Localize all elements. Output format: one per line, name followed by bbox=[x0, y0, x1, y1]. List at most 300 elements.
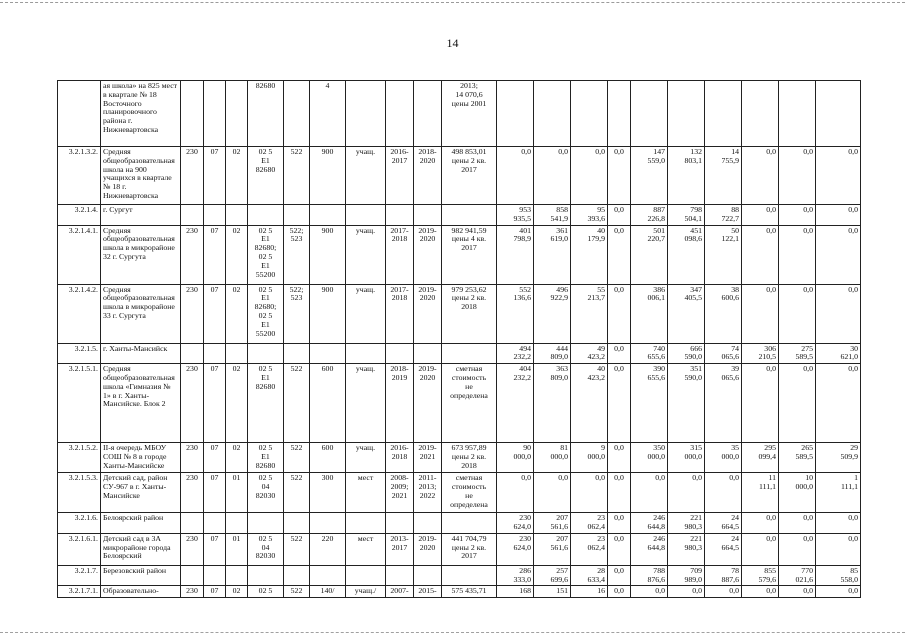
cell-amount-4: 0,0 bbox=[608, 586, 631, 598]
cell-construction-years bbox=[414, 513, 442, 534]
cell-amount-8: 855 579,6 bbox=[742, 565, 779, 586]
cell-amount-2: 151 bbox=[534, 586, 571, 598]
cell-amount-2: 257 699,6 bbox=[534, 565, 571, 586]
cell-code-target-article bbox=[248, 343, 284, 364]
cell-amount-2: 363 809,0 bbox=[534, 364, 571, 443]
cell-code-expense-type: 522 bbox=[284, 533, 310, 565]
cell-code-subsection bbox=[226, 343, 248, 364]
cell-amount-8: 0,0 bbox=[742, 533, 779, 565]
cell-object-name: г. Сургут bbox=[101, 205, 181, 226]
cell-capacity-unit bbox=[346, 343, 386, 364]
cell-estimated-cost bbox=[442, 565, 497, 586]
cell-amount-4: 0,0 bbox=[608, 284, 631, 343]
cell-code-subsection bbox=[226, 513, 248, 534]
cell-code-subsection bbox=[226, 565, 248, 586]
cell-construction-years: 2019- 2020 bbox=[414, 533, 442, 565]
cell-amount-10: 0,0 bbox=[816, 205, 861, 226]
cell-row-number: 3.2.1.4.2. bbox=[58, 284, 101, 343]
cell-code-expense-type: 522 bbox=[284, 586, 310, 598]
cell-code-target-article: 02 5 04 82030 bbox=[248, 473, 284, 513]
cell-code-subsection: 02 bbox=[226, 443, 248, 473]
cell-amount-9: 0,0 bbox=[779, 533, 816, 565]
table-row bbox=[58, 81, 861, 147]
cell-amount-8: 0,0 bbox=[742, 225, 779, 284]
cell-amount-6: 798 504,1 bbox=[668, 205, 705, 226]
cell-code-target-article: 02 5 E1 82680; 02 5 E1 55200 bbox=[248, 225, 284, 284]
cell-estimated-cost bbox=[442, 205, 497, 226]
cell-capacity-unit: учащ./ bbox=[346, 586, 386, 598]
cell-code-subsection: 01 bbox=[226, 473, 248, 513]
cell-amount-9: 275 589,5 bbox=[779, 343, 816, 364]
cell-code-section: 07 bbox=[204, 147, 226, 205]
cell-amount-1: 230 624,0 bbox=[497, 513, 534, 534]
cell-amount-7: 35 000,0 bbox=[705, 443, 742, 473]
cell-code-section: 07 bbox=[204, 473, 226, 513]
cell-code-expense-type: 522 bbox=[284, 443, 310, 473]
cell-amount-8: 0,0 bbox=[742, 147, 779, 205]
cell-code-expense-type: 522 bbox=[284, 473, 310, 513]
cell-amount-9: 265 589,5 bbox=[779, 443, 816, 473]
cell-design-years bbox=[386, 343, 414, 364]
cell-row-number: 3.2.1.6. bbox=[58, 513, 101, 534]
cell-code-target-article bbox=[248, 205, 284, 226]
cell-construction-years: 2019- 2020 bbox=[414, 284, 442, 343]
cell-design-years bbox=[386, 513, 414, 534]
cell-amount-6: 221 980,3 bbox=[668, 533, 705, 565]
cell-amount-2: 361 619,0 bbox=[534, 225, 571, 284]
cell-amount-1: 230 624,0 bbox=[497, 533, 534, 565]
cell-capacity-value: 600 bbox=[310, 443, 346, 473]
cell-object-name: Средняя общеобразовательная школа «Гимназия № 1» в г. Ханты-Мансийске. Блок 2 bbox=[101, 364, 181, 443]
cell-code-expense-type: 522 bbox=[284, 147, 310, 205]
cell-amount-4: 0,0 bbox=[608, 473, 631, 513]
cell-code-target-article bbox=[248, 565, 284, 586]
cell-amount-6: 666 590,0 bbox=[668, 343, 705, 364]
cell-capacity-unit: мест bbox=[346, 473, 386, 513]
cell-amount-6: 351 590,0 bbox=[668, 364, 705, 443]
cell-amount-8: 0,0 bbox=[742, 364, 779, 443]
cell-amount-7: 50 122,1 bbox=[705, 225, 742, 284]
cell-capacity-value bbox=[310, 205, 346, 226]
cell-amount-1: 494 232,2 bbox=[497, 343, 534, 364]
cell-estimated-cost: 498 853,01 цены 2 кв. 2017 bbox=[442, 147, 497, 205]
cell-amount-6: 709 989,0 bbox=[668, 565, 705, 586]
cell-amount-8: 306 210,5 bbox=[742, 343, 779, 364]
cell-capacity-unit: учащ. bbox=[346, 225, 386, 284]
cell-amount-1: 953 935,5 bbox=[497, 205, 534, 226]
cell-amount-8 bbox=[742, 81, 779, 147]
table-row bbox=[58, 473, 861, 513]
cell-amount-2: 444 809,0 bbox=[534, 343, 571, 364]
page-bottom-edge bbox=[0, 632, 905, 633]
cell-design-years bbox=[386, 565, 414, 586]
cell-amount-6: 315 000,0 bbox=[668, 443, 705, 473]
cell-code-ministry bbox=[181, 205, 204, 226]
cell-amount-9: 0,0 bbox=[779, 364, 816, 443]
cell-construction-years bbox=[414, 205, 442, 226]
cell-amount-3: 55 213,7 bbox=[571, 284, 608, 343]
cell-capacity-unit: учащ. bbox=[346, 364, 386, 443]
cell-row-number: 3.2.1.7. bbox=[58, 565, 101, 586]
cell-construction-years: 2018- 2020 bbox=[414, 147, 442, 205]
cell-code-subsection bbox=[226, 81, 248, 147]
cell-amount-7: 38 600,6 bbox=[705, 284, 742, 343]
cell-code-subsection: 02 bbox=[226, 225, 248, 284]
cell-amount-6: 0,0 bbox=[668, 586, 705, 598]
cell-amount-1 bbox=[497, 81, 534, 147]
cell-object-name: Средняя общеобразовательная школа в микрорайоне 33 г. Сургута bbox=[101, 284, 181, 343]
cell-amount-2: 81 000,0 bbox=[534, 443, 571, 473]
cell-amount-2: 496 922,9 bbox=[534, 284, 571, 343]
cell-amount-7: 88 722,7 bbox=[705, 205, 742, 226]
cell-object-name: Детский сад, район СУ-967 в г. Ханты-Мансийске bbox=[101, 473, 181, 513]
cell-estimated-cost bbox=[442, 513, 497, 534]
investment-table bbox=[57, 80, 861, 598]
cell-object-name: Детский сад в 3А микрорайоне города Белоярский bbox=[101, 533, 181, 565]
cell-amount-2: 207 561,6 bbox=[534, 533, 571, 565]
cell-code-target-article bbox=[248, 513, 284, 534]
cell-capacity-value: 600 bbox=[310, 364, 346, 443]
cell-construction-years: 2019- 2021 bbox=[414, 443, 442, 473]
cell-amount-7: 24 664,5 bbox=[705, 513, 742, 534]
cell-amount-3: 28 633,4 bbox=[571, 565, 608, 586]
cell-amount-4: 0,0 bbox=[608, 565, 631, 586]
cell-object-name: Средняя общеобразовательная школа в микрорайоне 32 г. Сургута bbox=[101, 225, 181, 284]
cell-capacity-unit: учащ. bbox=[346, 443, 386, 473]
cell-amount-6 bbox=[668, 81, 705, 147]
cell-object-name: II-я очередь МБОУ СОШ № 8 в городе Ханты-Мансийске bbox=[101, 443, 181, 473]
cell-amount-9: 0,0 bbox=[779, 225, 816, 284]
cell-code-target-article: 02 5 E1 82680; 02 5 E1 55200 bbox=[248, 284, 284, 343]
cell-code-section bbox=[204, 565, 226, 586]
cell-code-subsection: 02 bbox=[226, 586, 248, 598]
cell-amount-10: 0,0 bbox=[816, 284, 861, 343]
cell-amount-10: 29 509,9 bbox=[816, 443, 861, 473]
cell-amount-7: 24 664,5 bbox=[705, 533, 742, 565]
cell-code-ministry bbox=[181, 81, 204, 147]
cell-design-years: 2017- 2018 bbox=[386, 225, 414, 284]
cell-amount-5: 887 226,8 bbox=[631, 205, 668, 226]
cell-construction-years bbox=[414, 81, 442, 147]
cell-amount-10: 0,0 bbox=[816, 225, 861, 284]
table-row bbox=[58, 565, 861, 586]
cell-amount-8: 0,0 bbox=[742, 586, 779, 598]
cell-code-ministry bbox=[181, 343, 204, 364]
cell-code-section: 07 bbox=[204, 284, 226, 343]
cell-amount-3: 23 062,4 bbox=[571, 533, 608, 565]
table-row bbox=[58, 533, 861, 565]
cell-amount-1: 0,0 bbox=[497, 147, 534, 205]
cell-construction-years: 2019- 2020 bbox=[414, 364, 442, 443]
cell-amount-3: 23 062,4 bbox=[571, 513, 608, 534]
cell-amount-3: 0,0 bbox=[571, 473, 608, 513]
cell-design-years: 2013- 2017 bbox=[386, 533, 414, 565]
cell-amount-9: 0,0 bbox=[779, 147, 816, 205]
table-row bbox=[58, 586, 861, 598]
cell-code-expense-type bbox=[284, 513, 310, 534]
cell-code-ministry: 230 bbox=[181, 225, 204, 284]
table-row bbox=[58, 205, 861, 226]
cell-amount-9: 770 021,6 bbox=[779, 565, 816, 586]
table-row bbox=[58, 513, 861, 534]
cell-code-section: 07 bbox=[204, 225, 226, 284]
cell-code-section bbox=[204, 513, 226, 534]
cell-code-expense-type bbox=[284, 343, 310, 364]
cell-code-target-article: 02 5 04 82030 bbox=[248, 533, 284, 565]
cell-amount-1: 404 232,2 bbox=[497, 364, 534, 443]
cell-capacity-unit bbox=[346, 513, 386, 534]
cell-code-subsection: 02 bbox=[226, 364, 248, 443]
cell-amount-10: 0,0 bbox=[816, 586, 861, 598]
cell-capacity-value: 140/ bbox=[310, 586, 346, 598]
cell-amount-6: 221 980,3 bbox=[668, 513, 705, 534]
cell-code-section: 07 bbox=[204, 586, 226, 598]
cell-row-number: 3.2.1.7.1. bbox=[58, 586, 101, 598]
cell-object-name: Белоярский район bbox=[101, 513, 181, 534]
cell-estimated-cost: 673 957,89 цены 2 кв. 2018 bbox=[442, 443, 497, 473]
cell-amount-10: 0,0 bbox=[816, 533, 861, 565]
cell-code-target-article: 02 5 E1 82680 bbox=[248, 364, 284, 443]
cell-code-target-article: 02 5 E1 82680 bbox=[248, 147, 284, 205]
cell-code-subsection bbox=[226, 205, 248, 226]
cell-amount-5: 386 006,1 bbox=[631, 284, 668, 343]
cell-row-number: 3.2.1.6.1. bbox=[58, 533, 101, 565]
cell-amount-3: 40 423,2 bbox=[571, 364, 608, 443]
cell-design-years: 2007- bbox=[386, 586, 414, 598]
cell-amount-6: 0,0 bbox=[668, 473, 705, 513]
cell-estimated-cost: 575 435,71 bbox=[442, 586, 497, 598]
cell-estimated-cost: 441 704,79 цены 2 кв. 2017 bbox=[442, 533, 497, 565]
cell-code-ministry bbox=[181, 565, 204, 586]
cell-amount-5 bbox=[631, 81, 668, 147]
cell-amount-10 bbox=[816, 81, 861, 147]
cell-code-expense-type: 522 bbox=[284, 364, 310, 443]
table-row bbox=[58, 443, 861, 473]
cell-code-ministry: 230 bbox=[181, 586, 204, 598]
cell-code-section: 07 bbox=[204, 533, 226, 565]
cell-row-number: 3.2.1.5.3. bbox=[58, 473, 101, 513]
cell-code-expense-type bbox=[284, 565, 310, 586]
cell-capacity-unit: мест bbox=[346, 533, 386, 565]
cell-code-ministry: 230 bbox=[181, 284, 204, 343]
cell-amount-10: 0,0 bbox=[816, 513, 861, 534]
cell-construction-years: 2011- 2013; 2022 bbox=[414, 473, 442, 513]
cell-amount-4: 0,0 bbox=[608, 364, 631, 443]
cell-object-name: ая школа» на 825 мест в квартале № 18 Восточного планировочного района г. Нижневартовска bbox=[101, 81, 181, 147]
cell-row-number: 3.2.1.5.2. bbox=[58, 443, 101, 473]
table-body bbox=[58, 81, 861, 598]
page-top-edge bbox=[0, 2, 905, 3]
cell-amount-2 bbox=[534, 81, 571, 147]
cell-row-number: 3.2.1.4.1. bbox=[58, 225, 101, 284]
cell-amount-6: 451 098,6 bbox=[668, 225, 705, 284]
cell-amount-5: 740 655,6 bbox=[631, 343, 668, 364]
cell-amount-7 bbox=[705, 81, 742, 147]
cell-amount-5: 788 876,6 bbox=[631, 565, 668, 586]
cell-amount-3: 9 000,0 bbox=[571, 443, 608, 473]
cell-code-target-article: 02 5 E1 82680 bbox=[248, 443, 284, 473]
cell-amount-9: 10 000,0 bbox=[779, 473, 816, 513]
cell-code-subsection: 02 bbox=[226, 284, 248, 343]
cell-row-number: 3.2.1.3.2. bbox=[58, 147, 101, 205]
cell-estimated-cost: 2013; 14 070,6 цены 2001 bbox=[442, 81, 497, 147]
cell-design-years bbox=[386, 205, 414, 226]
cell-amount-3: 40 179,9 bbox=[571, 225, 608, 284]
cell-amount-3: 95 393,6 bbox=[571, 205, 608, 226]
cell-amount-3: 16 bbox=[571, 586, 608, 598]
cell-amount-5: 390 655,6 bbox=[631, 364, 668, 443]
cell-amount-2: 0,0 bbox=[534, 473, 571, 513]
table-row bbox=[58, 364, 861, 443]
cell-amount-5: 0,0 bbox=[631, 473, 668, 513]
cell-code-ministry bbox=[181, 513, 204, 534]
table-row bbox=[58, 147, 861, 205]
cell-amount-9: 0,0 bbox=[779, 586, 816, 598]
cell-amount-10: 0,0 bbox=[816, 147, 861, 205]
cell-capacity-value: 900 bbox=[310, 225, 346, 284]
cell-capacity-unit bbox=[346, 565, 386, 586]
cell-code-subsection: 01 bbox=[226, 533, 248, 565]
cell-design-years: 2008- 2009; 2021 bbox=[386, 473, 414, 513]
cell-code-section: 07 bbox=[204, 364, 226, 443]
cell-row-number bbox=[58, 81, 101, 147]
cell-amount-4: 0,0 bbox=[608, 205, 631, 226]
cell-estimated-cost: сметная стоимость не определена bbox=[442, 364, 497, 443]
cell-code-section bbox=[204, 81, 226, 147]
cell-capacity-value: 900 bbox=[310, 284, 346, 343]
cell-design-years: 2018- 2019 bbox=[386, 364, 414, 443]
cell-design-years bbox=[386, 81, 414, 147]
cell-amount-5: 350 000,0 bbox=[631, 443, 668, 473]
cell-amount-3: 49 423,2 bbox=[571, 343, 608, 364]
cell-capacity-unit: учащ. bbox=[346, 147, 386, 205]
page-number: 14 bbox=[446, 36, 459, 50]
cell-code-section bbox=[204, 343, 226, 364]
cell-amount-4: 0,0 bbox=[608, 147, 631, 205]
cell-amount-9: 0,0 bbox=[779, 205, 816, 226]
cell-amount-4: 0,0 bbox=[608, 225, 631, 284]
cell-construction-years: 2015- bbox=[414, 586, 442, 598]
cell-object-name: г. Ханты-Мансийск bbox=[101, 343, 181, 364]
cell-amount-7: 74 065,6 bbox=[705, 343, 742, 364]
cell-estimated-cost: 982 941,59 цены 4 кв. 2017 bbox=[442, 225, 497, 284]
cell-code-ministry: 230 bbox=[181, 364, 204, 443]
cell-amount-10: 0,0 bbox=[816, 364, 861, 443]
cell-amount-10: 30 621,0 bbox=[816, 343, 861, 364]
cell-amount-2: 858 541,9 bbox=[534, 205, 571, 226]
cell-construction-years: 2019- 2020 bbox=[414, 225, 442, 284]
cell-capacity-unit bbox=[346, 81, 386, 147]
table-row bbox=[58, 343, 861, 364]
cell-code-expense-type bbox=[284, 81, 310, 147]
cell-capacity-value bbox=[310, 513, 346, 534]
cell-capacity-value bbox=[310, 565, 346, 586]
cell-amount-4 bbox=[608, 81, 631, 147]
cell-capacity-value bbox=[310, 343, 346, 364]
cell-amount-8: 0,0 bbox=[742, 205, 779, 226]
cell-estimated-cost: 979 253,62 цены 2 кв. 2018 bbox=[442, 284, 497, 343]
cell-amount-7: 39 065,6 bbox=[705, 364, 742, 443]
cell-amount-6: 132 803,1 bbox=[668, 147, 705, 205]
cell-amount-1: 286 333,0 bbox=[497, 565, 534, 586]
cell-code-section bbox=[204, 205, 226, 226]
cell-object-name: Образовательно- bbox=[101, 586, 181, 598]
cell-amount-1: 0,0 bbox=[497, 473, 534, 513]
cell-object-name: Средняя общеобразовательная школа на 900 учащихся в квартале № 18 г. Нижневартовска bbox=[101, 147, 181, 205]
cell-code-ministry: 230 bbox=[181, 147, 204, 205]
cell-code-ministry: 230 bbox=[181, 533, 204, 565]
cell-amount-2: 0,0 bbox=[534, 147, 571, 205]
cell-amount-3: 0,0 bbox=[571, 147, 608, 205]
cell-amount-4: 0,0 bbox=[608, 443, 631, 473]
cell-amount-4: 0,0 bbox=[608, 533, 631, 565]
cell-amount-8: 295 099,4 bbox=[742, 443, 779, 473]
cell-design-years: 2017- 2018 bbox=[386, 284, 414, 343]
table-row bbox=[58, 284, 861, 343]
cell-amount-8: 0,0 bbox=[742, 513, 779, 534]
cell-code-section: 07 bbox=[204, 443, 226, 473]
cell-amount-5: 501 220,7 bbox=[631, 225, 668, 284]
cell-estimated-cost bbox=[442, 343, 497, 364]
cell-amount-7: 78 887,6 bbox=[705, 565, 742, 586]
cell-amount-7: 0,0 bbox=[705, 586, 742, 598]
cell-amount-10: 85 558,0 bbox=[816, 565, 861, 586]
cell-capacity-value: 220 bbox=[310, 533, 346, 565]
cell-amount-9: 0,0 bbox=[779, 284, 816, 343]
cell-amount-1: 401 798,9 bbox=[497, 225, 534, 284]
cell-code-subsection: 02 bbox=[226, 147, 248, 205]
cell-amount-5: 0,0 bbox=[631, 586, 668, 598]
cell-amount-8: 11 111,1 bbox=[742, 473, 779, 513]
cell-amount-4: 0,0 bbox=[608, 343, 631, 364]
cell-amount-7: 0,0 bbox=[705, 473, 742, 513]
cell-construction-years bbox=[414, 343, 442, 364]
cell-row-number: 3.2.1.5.1. bbox=[58, 364, 101, 443]
cell-amount-5: 147 559,0 bbox=[631, 147, 668, 205]
cell-amount-5: 246 644,8 bbox=[631, 533, 668, 565]
cell-code-target-article: 02 5 bbox=[248, 586, 284, 598]
cell-estimated-cost: сметная стоимость не определена bbox=[442, 473, 497, 513]
cell-amount-1: 168 bbox=[497, 586, 534, 598]
cell-amount-6: 347 405,5 bbox=[668, 284, 705, 343]
cell-capacity-unit: учащ. bbox=[346, 284, 386, 343]
cell-amount-1: 90 000,0 bbox=[497, 443, 534, 473]
cell-design-years: 2016- 2017 bbox=[386, 147, 414, 205]
table-row bbox=[58, 225, 861, 284]
cell-amount-1: 552 136,6 bbox=[497, 284, 534, 343]
cell-amount-8: 0,0 bbox=[742, 284, 779, 343]
cell-amount-9: 0,0 bbox=[779, 513, 816, 534]
cell-amount-9 bbox=[779, 81, 816, 147]
cell-code-target-article: 82680 bbox=[248, 81, 284, 147]
cell-code-expense-type: 522; 523 bbox=[284, 284, 310, 343]
cell-code-expense-type: 522; 523 bbox=[284, 225, 310, 284]
cell-capacity-unit bbox=[346, 205, 386, 226]
cell-object-name: Березовский район bbox=[101, 565, 181, 586]
cell-code-expense-type bbox=[284, 205, 310, 226]
cell-amount-2: 207 561,6 bbox=[534, 513, 571, 534]
cell-amount-5: 246 644,8 bbox=[631, 513, 668, 534]
cell-capacity-value: 300 bbox=[310, 473, 346, 513]
cell-construction-years bbox=[414, 565, 442, 586]
cell-row-number: 3.2.1.4. bbox=[58, 205, 101, 226]
cell-amount-7: 14 755,9 bbox=[705, 147, 742, 205]
cell-capacity-value: 900 bbox=[310, 147, 346, 205]
cell-code-ministry: 230 bbox=[181, 473, 204, 513]
cell-amount-3 bbox=[571, 81, 608, 147]
cell-amount-4: 0,0 bbox=[608, 513, 631, 534]
cell-code-ministry: 230 bbox=[181, 443, 204, 473]
